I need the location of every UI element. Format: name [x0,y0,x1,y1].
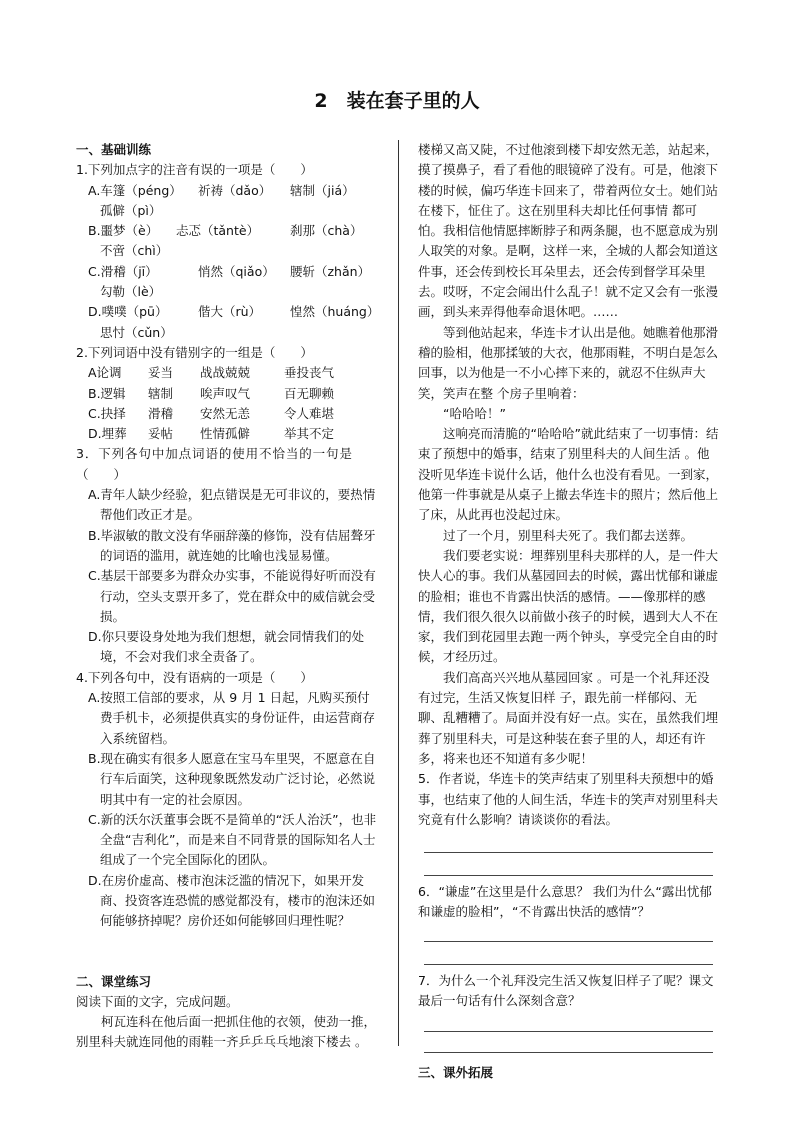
page-title: 2 装在套子里的人 [314,90,480,112]
question-3-option-b: B.毕淑敏的散文没有华丽辞藻的修饰，没有佶屈聱牙的词语的滥用，就连她的比喻也浅显易懂。 [88,527,376,563]
question-1-option-a [76,181,381,201]
option-item: 妥帖 [148,426,174,442]
question-4-option-c: C.新的沃尔沃董事会既不是简单的“沃人治沃”，也非全盘“吉利化”，而是来自不同背景的国际知名人士组成了一个完全国际化的团队。 [88,811,377,868]
passage-paragraph: 楼梯又高又陡，不过他滚到楼下却安然无恙，站起来，摸了摸鼻子，看了看他的眼镜碎了没有。可是，他滚下楼的时候，偏巧华连卡回来了，带着两位女士。她们站在楼下，怔住了。这在别里科夫却比任何事情 都可怕。我相信他情愿摔断脖子和两条腿，也不愿意成为别人取笑的对象。是啊，这样一来，全城的人都会知道这件事，还会传到校长耳朵里去，还会传到督学耳朵里去。哎呀，不定会闹出什么乱子！就不定又会有一张漫画，到头来弄得他奉命退休吧。…… [418,142,719,320]
option-item: 安然无恙 [200,405,251,421]
option-item: 令人难堪 [284,405,335,421]
question-3-option-d: D.你只要设身处地为我们想想，就会同情我们的处境，不会对我们求全责备了。 [88,629,365,665]
option-item: C.滑稽（jī） [88,263,158,279]
option-item: 惶然（huáng） [290,304,380,320]
question-5: 5．作者说，华连卡的笑声结束了别里科夫预想中的婚事，也结束了他的人间生活，华连卡的笑声对别里科夫究竟有什么影响？请谈谈你的看法。 [418,771,719,827]
section-heading-class: 二、课堂练习 [76,973,152,989]
option-item: B.逻辑 [88,385,126,401]
option-item: 偕大（rù） [198,304,262,320]
question-3-option-c: C.基层干部要多为群众办实事，不能说得好听而没有行动，空头支票开多了，党在群众中的威信就会受损。 [88,568,376,624]
question-3-option-a: A.青年人缺少经验，犯点错误是无可非议的，要热情帮他们改正才是。 [88,487,376,523]
section-heading-basic: 一、基础训练 [76,142,152,157]
option-item: C.抉择 [88,405,126,421]
question-2-option-a [76,363,381,383]
option-item: 腰斩（zhǎn） [290,263,371,279]
option-item: B.噩梦（è） [88,223,159,239]
option-item: 忐忑（tǎntè） [176,223,260,239]
question-1-option-c-cont: 勾勒（lè） [100,284,162,300]
question-2-option-c [76,404,381,424]
option-item: D.噗噗（pū） [88,304,168,320]
option-item: 刹那（chà） [290,223,363,239]
option-item: 唉声叹气 [200,385,251,401]
question-1-option-d-cont: 思忖（cǔn） [100,324,173,340]
option-item: 举其不定 [284,426,335,442]
option-item: D.埋葬 [88,426,127,442]
question-1-option-b [76,221,381,241]
question-3-stem: 3．下列各句中加点词语的使用不恰当的一句是 [76,446,353,462]
option-item: 妥当 [148,365,174,381]
question-2-option-b [76,384,381,404]
option-item: 悄然（qiǎo） [198,263,275,279]
question-2-option-d [76,424,381,444]
passage-paragraph: 我们要老实说：埋葬别里科夫那样的人，是一件大快人心的事。我们从墓园回去的时候，露出忧郁和谦虚的脸相；谁也不肯露出快活的感情。——像那样的感情，我们很久很久以前做小孩子的时候，遇到大人不在家，我们到花园里去跑一两个钟头，享受完全自由的时候，才经历过。 [418,547,719,665]
passage-paragraph: 等到他站起来，华连卡才认出是他。她瞧着他那滑稽的脸相，他那揉皱的大衣，他那雨鞋，不明白是怎么回事，以为他是一不小心摔下来的，就忍不住纵声大笑，笑声在整 个房子里响着： [418,324,719,401]
option-item: 垂投丧气 [284,365,335,381]
option-item: 祈祷（dǎo） [198,182,272,198]
option-item: A.车篷（péng） [88,182,182,198]
option-item: 滑稽 [148,405,174,421]
option-item: 战战兢兢 [200,365,251,381]
right-column [418,140,721,1084]
question-1-option-c [76,262,381,282]
question-3-stem-bracket: （ ） [76,466,127,482]
question-1-option-a-cont: 孤僻（pì） [100,202,162,218]
question-1-stem: 1.下列加点字的注音有误的一项是（ ） [76,162,313,178]
passage-paragraph: “哈哈哈！” [443,405,506,421]
question-1-option-b-cont: 不啻（chì） [100,243,169,259]
section-heading-extension: 三、课外拓展 [418,1065,494,1081]
option-item: A论调 [88,365,122,381]
option-item: 辖制（jiá） [290,182,355,198]
option-item: 性情孤僻 [200,426,251,442]
question-6: 6．“谦虚”在这里是什么意思？ 我们为什么“露出忧郁和谦虚的脸相”，“不肯露出快活的感情”？ [418,884,712,920]
reading-intro: 阅读下面的文字，完成问题。 [76,993,239,1009]
passage-paragraph: 我们高高兴兴地从墓园回家 。可是一个礼拜还没有过完，生活又恢复旧样 子，跟先前一样郁闷、无聊、乱糟糟了。局面并没有好一点。实在，虽然我们埋葬了别里科夫，可是这种装在套子里的人，却还有许多，将来也还不知道有多少呢！ [418,669,719,766]
passage-paragraph: 这响亮而清脆的“哈哈哈”就此结束了一切事情：结束了预想中的婚事，结束了别里科夫的人间生活 。他没听见华连卡说什么话，他什么也没有看见。一到家，他第一件事就是从桌子上撤去华连卡的照片；然后他上了床，从此再也没起过床。 [418,426,719,523]
left-column [76,140,381,1053]
passage-paragraph: 柯瓦连科在他后面一把抓住他的衣领，使劲一推，别里科夫就连同他的雨鞋一齐乒乒乓乓地滚下楼去 。 [76,1014,377,1050]
column-divider [398,140,399,1046]
option-item: 百无聊赖 [284,385,335,401]
question-2-stem: 2.下列词语中没有错别字的一组是（ ） [76,344,313,360]
question-1-option-d [76,302,381,322]
option-item: 辖制 [148,385,174,401]
question-4-stem: 4.下列各句中，没有语病的一项是（ ） [76,669,313,685]
passage-paragraph: 过了一个月，别里科夫死了。我们都去送葬。 [443,527,694,543]
question-4-option-a: A.按照工信部的要求，从 9 月 1 日起，凡购买预付费手机卡，必须提供真实的身份证件，由运营商存入系统留档。 [88,690,376,746]
question-7: 7．为什么一个礼拜没完生活又恢复旧样子了呢？课文最后一句话有什么深刻含意？ [418,972,714,1008]
question-4-option-d: D.在房价虚高、楼市泡沫泛滥的情况下，如果开发商、投资客连恐慌的感觉都没有，楼市的泡沫还如何能够挤掉呢？房价还如何能够回归理性呢？ [88,872,376,929]
question-4-option-b: B.现在确实有很多人愿意在宝马车里哭，不愿意在自行车后面笑，这种现象既然发动广泛讨论，必然说明其中有一定的社会原因。 [88,750,376,807]
